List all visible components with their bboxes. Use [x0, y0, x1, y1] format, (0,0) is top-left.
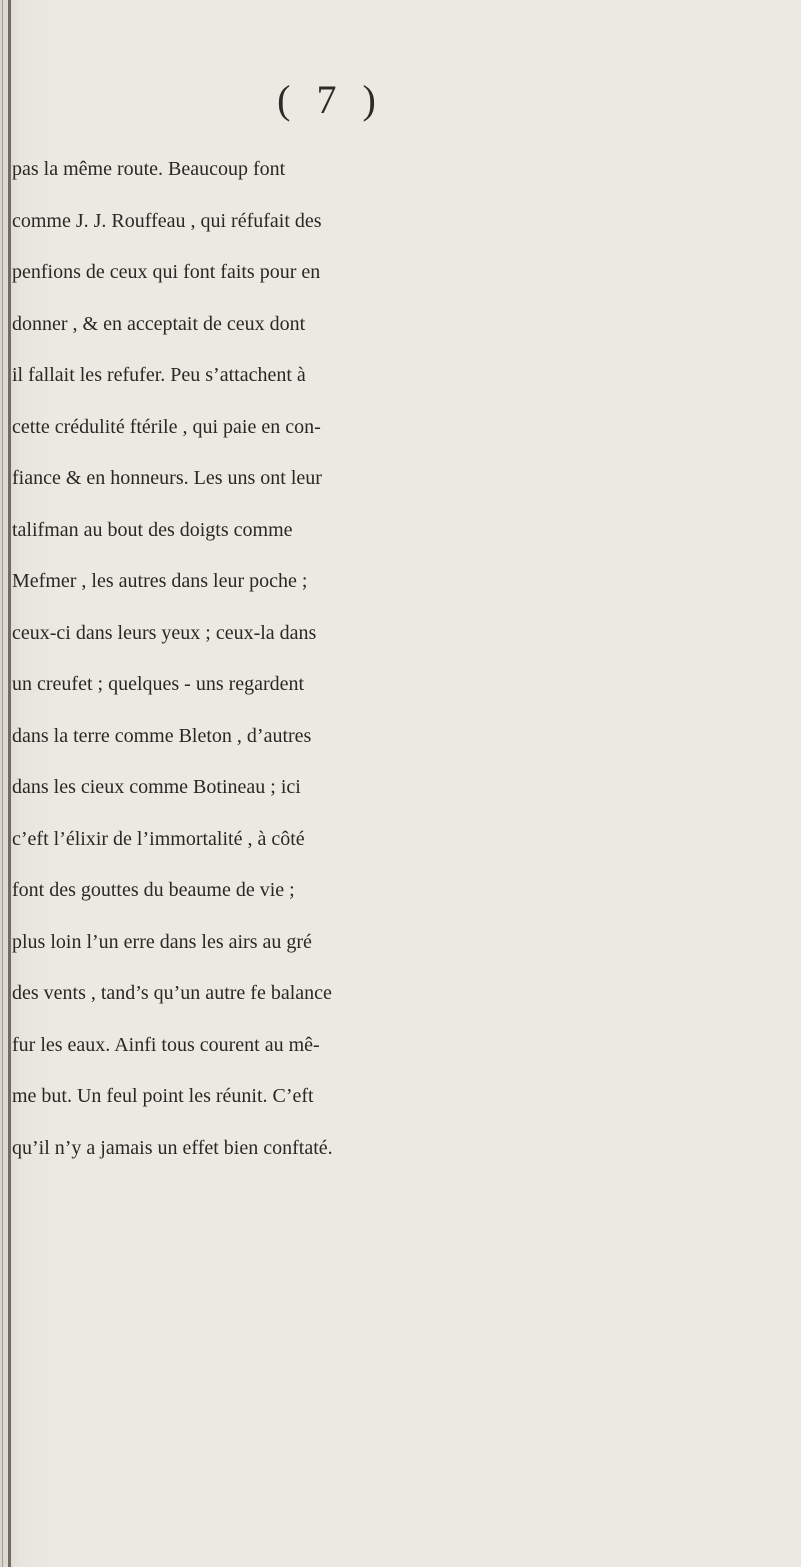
text-line: dans la terre comme Bleton , d’autres — [12, 724, 312, 747]
text-line: c’eft l’élixir de l’immortalité , à côté — [12, 827, 305, 850]
text-line: font des gouttes du beaume de vie ; — [12, 879, 295, 901]
text-line: penfions de ceux qui font faits pour en — [12, 261, 321, 283]
text-line: dans les cieux comme Botineau ; ici — [12, 776, 301, 798]
body-text — [12, 144, 801, 1174]
text-line: il fallait les refufer. Peu s’attachent à — [12, 364, 306, 386]
text-line: talifman au bout des doigts comme — [12, 518, 293, 541]
page-edge-shadow — [2, 0, 3, 1567]
text-line: donner , & en acceptait de ceux dont — [12, 312, 306, 335]
text-line: qu’il n’y a jamais un effet bien conftaté. — [12, 1136, 333, 1159]
page-binding-edge — [8, 0, 11, 1567]
text-line: ceux-ci dans leurs yeux ; ceux-la dans — [12, 621, 317, 644]
text-line: comme J. J. Rouffeau , qui réfufait des — [12, 209, 322, 232]
text-line: un creufet ; quelques - uns regardent — [12, 673, 305, 695]
text-line: fur les eaux. Ainfi tous courent au mê- — [12, 1033, 320, 1056]
text-line: cette crédulité ftérile , qui paie en con- — [12, 415, 321, 438]
text-line: me but. Un feul point les réunit. C’eft — [12, 1085, 314, 1107]
text-line: des vents , tand’s qu’un autre fe balance — [12, 982, 332, 1004]
text-line: Mefmer , les autres dans leur poche ; — [12, 570, 308, 592]
text-line: pas la même route. Beaucoup font — [12, 158, 286, 180]
text-line: plus loin l’un erre dans les airs au gré — [12, 930, 312, 953]
text-line: fiance & en honneurs. Les uns ont leur — [12, 467, 322, 489]
page-number: ( 7 ) — [277, 77, 384, 122]
